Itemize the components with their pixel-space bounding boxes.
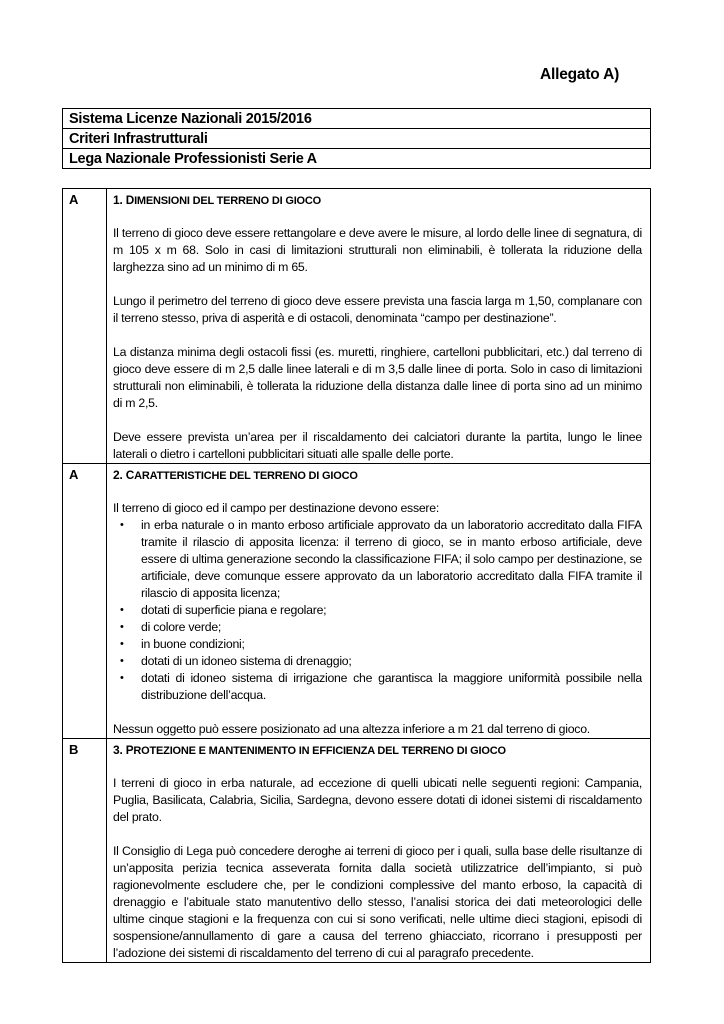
section-title: 3. PROTEZIONE E MANTENIMENTO IN EFFICIENZA DEL TERRENO DI GIOCO	[113, 743, 506, 757]
paragraph: La distanza minima degli ostacoli fissi (es. muretti, ringhiere, cartelloni pubblicitari, etc.) dal terreno di gioco deve essere di m 2,5 dalle linee laterali e di m 3,5 dalle linee di porta. Solo in caso di limitazioni strutturali non eliminabili, è tollerata la riduzione della distanza dalle linee di porta sino ad un minimo di m 2,5.	[113, 345, 642, 410]
paragraph: Lungo il perimetro del terreno di gioco deve essere prevista una fascia larga m 1,50, complanare con il terreno stesso, priva di asperità e di ostacoli, denominata “campo per destinazione”.	[113, 294, 642, 325]
criterion-grade: A	[63, 189, 107, 464]
header-line-league: Lega Nazionale Professionisti Serie A	[69, 151, 317, 167]
criterion-content	[107, 739, 651, 963]
list-item: • dotati di superficie piana e regolare;	[113, 602, 642, 619]
criterion-grade: B	[63, 739, 107, 963]
header-line-criteria: Criteri Infrastrutturali	[63, 129, 650, 149]
list-item: • di colore verde;	[113, 619, 642, 636]
table-row	[63, 464, 651, 739]
list-item: • dotati di un idoneo sistema di drenaggio;	[113, 653, 642, 670]
requirements-list	[113, 517, 642, 704]
paragraph: Il terreno di gioco deve essere rettangolare e deve avere le misure, al lordo delle linee di segnatura, di m 105 x m 68. Solo in casi di limitazioni strutturali non eliminabili, è tollerata la riduzione della larghezza sino ad un minimo di m 65.	[113, 226, 642, 274]
document-header	[62, 108, 651, 169]
criterion-content	[107, 464, 651, 739]
list-item: • in erba naturale o in manto erboso artificiale approvato da un laboratorio accreditato dalla FIFA tramite il rilascio di apposita licenza: il terreno di gioco, se in manto erboso artificiale, deve essere di ultima generazione secondo la classificazione FIFA; il solo campo per destinazione, se artificiale, deve comunque essere approvato da un laboratorio accreditato dalla FIFA tramite il rilascio di apposita licenza;	[113, 517, 642, 602]
criterion-grade: A	[63, 464, 107, 739]
paragraph: Il Consiglio di Lega può concedere deroghe ai terreni di gioco per i quali, sulla base delle risultanze di un’apposita perizia tecnica asseverata fornita dalla società utilizzatrice dell’impianto, si può ragionevolmente escludere che, per le condizioni complessive del manto erboso, la capacità di drenaggio e l’abituale stato manutentivo dello stesso, l’analisi storica dei dati meteorologici delle ultime cinque stagioni e la frequenza con cui si sono verificati, nelle ultime dieci stagioni, episodi di sospensione/annullamento di gare a causa del terreno ghiacciato, ricorrano i presupposti per l’adozione dei sistemi di riscaldamento del terreno di cui al paragrafo precedente.	[113, 844, 642, 960]
list-item: • in buone condizioni;	[113, 636, 642, 653]
table-row	[63, 739, 651, 963]
paragraph: Deve essere prevista un’area per il riscaldamento dei calciatori durante la partita, lungo le linee laterali o dietro i cartelloni pubblicitari situati alle spalle delle porte.	[113, 430, 642, 461]
header-line-system: Sistema Licenze Nazionali 2015/2016	[63, 109, 650, 129]
annex-label: Allegato A)	[540, 66, 620, 83]
paragraph: Il terreno di gioco ed il campo per destinazione devono essere:	[113, 501, 440, 515]
paragraph: I terreni di gioco in erba naturale, ad eccezione di quelli ubicati nelle seguenti regioni: Campania, Puglia, Basilicata, Calabria, Sicilia, Sardegna, devono essere dotati di idonei sistemi di riscaldamento del prato.	[113, 776, 642, 824]
list-item: • dotati di idoneo sistema di irrigazione che garantisca la maggiore uniformità possibile nella distribuzione dell’acqua.	[113, 670, 642, 704]
table-row	[63, 189, 651, 464]
section-title: 2. CARATTERISTICHE DEL TERRENO DI GIOCO	[113, 468, 358, 482]
section-title: 1. DIMENSIONI DEL TERRENO DI GIOCO	[113, 193, 322, 207]
paragraph: Nessun oggetto può essere posizionato ad una altezza inferiore a m 21 dal terreno di gioco.	[113, 722, 590, 736]
criterion-content	[107, 189, 651, 464]
criteria-table	[62, 188, 651, 963]
